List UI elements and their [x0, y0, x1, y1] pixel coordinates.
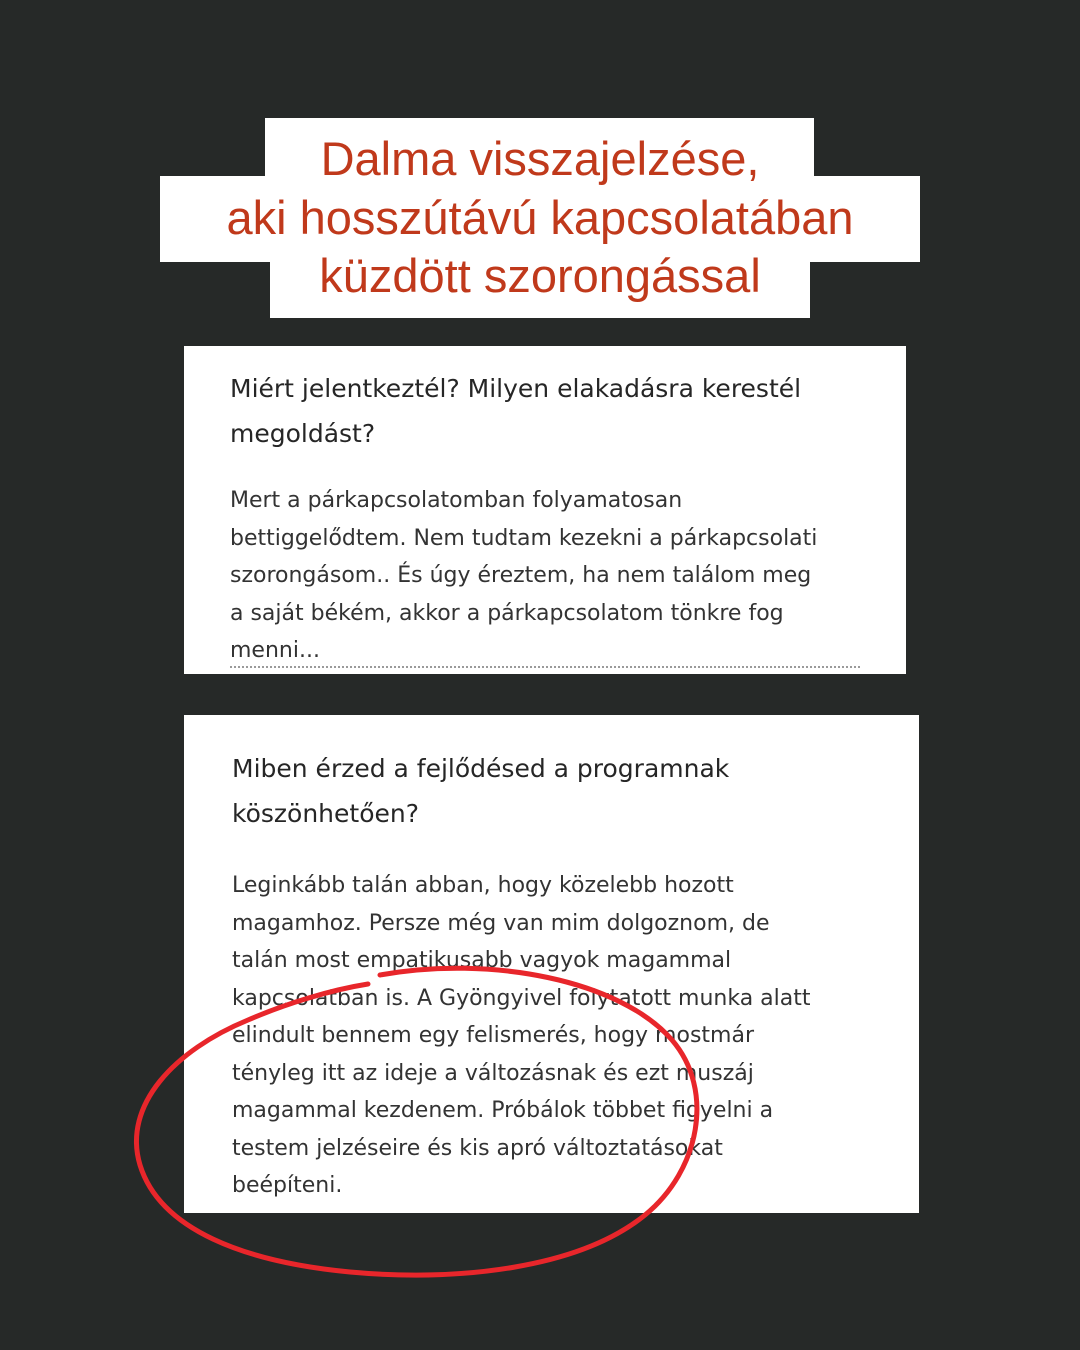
feedback-card-2 — [184, 715, 919, 1213]
card-question: Miben érzed a fejlődésed a programnak köszönhetően? — [232, 754, 730, 828]
feedback-card-1 — [184, 346, 906, 674]
answer-underline — [230, 666, 860, 668]
card-answer: Mert a párkapcsolatomban folyamatosan bettiggelődtem. Nem tudtam kezekni a párkapcsolati szorongásom.. És úgy éreztem, ha nem találom meg a saját békém, akkor a párkapcsolatom tönkre fog menni... — [230, 488, 818, 663]
title-line-1: Dalma visszajelzése, — [320, 132, 760, 185]
title-block — [0, 0, 1080, 330]
card-question: Miért jelentkeztél? Milyen elakadásra kerestél megoldást? — [230, 374, 802, 448]
title-line-2: aki hosszútávú kapcsolatában — [226, 191, 854, 244]
title-line-3: küzdött szorongással — [319, 249, 761, 302]
card-answer: Leginkább talán abban, hogy közelebb hozott magamhoz. Persze még van mim dolgoznom, de talán most empatikusabb vagyok magammal kapcsolatban is. A Gyöngyivel folytatott munka alatt elindult bennem egy felismerés, hogy mostmár tényleg itt az ideje a változásnak és ezt muszáj magammal kezdenem. Próbálok többet figyelni a testem jelzéseire és kis apró változtatásokat beépíteni. — [232, 873, 811, 1198]
